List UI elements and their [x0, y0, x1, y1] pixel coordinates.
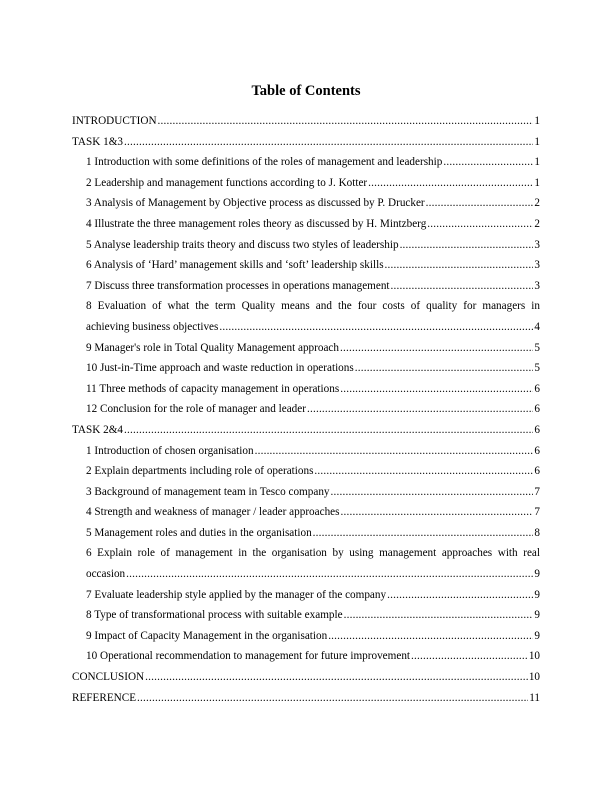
dot-leader [391, 276, 534, 297]
toc-page-number: 5 [534, 362, 540, 375]
toc-entry[interactable] [72, 502, 540, 523]
toc-entry-text-line2: occasion [86, 568, 126, 581]
dot-leader [307, 399, 533, 420]
toc-entry-text: 5 Management roles and duties in the organisation [86, 526, 312, 539]
toc-entry-text: 2 Leadership and management functions according to J. Kotter [86, 176, 368, 189]
dot-leader [387, 585, 533, 606]
dot-leader [126, 564, 533, 585]
toc-entry-text-line2: achieving business objectives [86, 320, 219, 333]
toc-entry[interactable] [72, 214, 540, 235]
dot-leader [368, 173, 533, 194]
toc-entry-multiline[interactable] [72, 296, 540, 337]
dot-leader [255, 441, 534, 462]
toc-entry[interactable] [72, 605, 540, 626]
toc-entry-text-line1: 6 Explain role of management in the organisation by using management approaches with real [86, 547, 540, 560]
toc-entry-text: 7 Discuss three transformation processes in operations management [86, 279, 390, 292]
toc-entry-text: 4 Strength and weakness of manager / leader approaches [86, 506, 340, 519]
toc-entry[interactable] [72, 173, 540, 194]
dot-leader [314, 461, 533, 482]
toc-entry[interactable] [72, 523, 540, 544]
toc-entry[interactable] [72, 399, 540, 420]
toc-entry-reference[interactable] [72, 688, 540, 709]
toc-page-number: 3 [534, 279, 540, 292]
toc-page-number: 4 [534, 320, 540, 333]
toc-title: Table of Contents [251, 83, 361, 99]
toc-page-number: 1 [534, 115, 540, 127]
toc-entry[interactable] [72, 276, 540, 297]
toc-entry-text: 4 Illustrate the three management roles theory as discussed by H. Mintzberg [86, 217, 427, 230]
dot-leader [400, 235, 534, 256]
toc-entry-text: TASK 2&4 [72, 423, 124, 436]
toc-page-number: 10 [528, 671, 540, 684]
dot-leader [443, 152, 533, 173]
toc-list [72, 111, 540, 708]
toc-page-number: 10 [528, 650, 540, 663]
toc-entry-text: 3 Background of management team in Tesco company [86, 485, 330, 498]
toc-entry[interactable] [72, 193, 540, 214]
toc-entry[interactable] [72, 461, 540, 482]
toc-entry-text: 10 Operational recommendation to management for future improvement [86, 650, 411, 663]
toc-page-number: 9 [534, 629, 540, 642]
toc-entry-task-2-4[interactable] [72, 420, 540, 441]
toc-entry-text: 7 Evaluate leadership style applied by the manager of the company [86, 588, 387, 601]
dot-leader [328, 626, 533, 647]
toc-page-number: 11 [529, 691, 540, 704]
toc-entry-text: 8 Type of transformational process with suitable example [86, 609, 343, 622]
toc-entry-text: 10 Just-in-Time approach and waste reduction in operations [86, 362, 354, 375]
toc-entry[interactable] [72, 482, 540, 503]
toc-entry-text: 9 Manager's role in Total Quality Management approach [86, 341, 339, 354]
toc-page-number: 6 [534, 423, 540, 436]
toc-page-number: 1 [534, 156, 540, 169]
toc-entry-text: 9 Impact of Capacity Management in the organisation [86, 629, 328, 642]
toc-page-number: 9 [534, 568, 540, 581]
toc-entry-text: TASK 1&3 [72, 135, 124, 148]
toc-entry-text: 2 Explain departments including role of operations [86, 465, 314, 478]
dot-leader [137, 688, 528, 709]
toc-entry[interactable] [72, 646, 540, 667]
toc-entry[interactable] [72, 379, 540, 400]
toc-page-number: 8 [534, 526, 540, 539]
dot-leader [124, 420, 533, 441]
toc-page-number: 6 [534, 403, 540, 416]
dot-leader [344, 605, 534, 626]
toc-page-number: 1 [534, 135, 540, 148]
toc-entry-introduction[interactable] [72, 111, 540, 132]
toc-entry-text: CONCLUSION [72, 671, 145, 684]
toc-page-number: 3 [534, 238, 540, 251]
toc-entry-task-1-3[interactable] [72, 132, 540, 153]
dot-leader [124, 132, 533, 153]
dot-leader [427, 214, 533, 235]
toc-page-number: 9 [534, 609, 540, 622]
toc-entry[interactable] [72, 585, 540, 606]
toc-page-number: 9 [534, 588, 540, 601]
toc-page-number: 5 [534, 341, 540, 354]
dot-leader [145, 667, 528, 688]
toc-page-number: 7 [534, 485, 540, 498]
toc-page-number: 2 [534, 197, 540, 210]
dot-leader [340, 379, 533, 400]
dot-leader [426, 193, 534, 214]
toc-page-number: 7 [534, 506, 540, 519]
toc-entry-text: 1 Introduction of chosen organisation [86, 444, 254, 457]
toc-entry[interactable] [72, 338, 540, 359]
toc-entry-text: 3 Analysis of Management by Objective process as discussed by P. Drucker [86, 197, 425, 210]
toc-entry[interactable] [72, 626, 540, 647]
toc-entry[interactable] [72, 152, 540, 173]
dot-leader [340, 502, 533, 523]
toc-entry-text: 1 Introduction with some definitions of the roles of management and leadership [86, 156, 443, 169]
dot-leader [411, 646, 528, 667]
toc-entry-text: INTRODUCTION [72, 115, 157, 127]
toc-entry-multiline[interactable] [72, 543, 540, 584]
dot-leader [355, 358, 534, 379]
toc-page-number: 2 [534, 217, 540, 230]
dot-leader [331, 482, 534, 503]
dot-leader [385, 255, 534, 276]
dot-leader [219, 317, 533, 338]
toc-entry-text: REFERENCE [72, 691, 137, 704]
dot-leader [158, 111, 534, 132]
toc-entry-text: 11 Three methods of capacity management in operations [86, 382, 340, 395]
toc-entry-text: 6 Analysis of ‘Hard’ management skills and ‘soft’ leadership skills [86, 259, 384, 272]
toc-page-number: 1 [534, 176, 540, 189]
dot-leader [340, 338, 533, 359]
dot-leader [313, 523, 534, 544]
toc-page-number: 6 [534, 465, 540, 478]
toc-entry-conclusion[interactable] [72, 667, 540, 688]
toc-entry[interactable] [72, 235, 540, 256]
toc-entry[interactable] [72, 255, 540, 276]
toc-page-number: 3 [534, 259, 540, 272]
toc-entry-text-line1: 8 Evaluation of what the term Quality means and the four costs of quality for managers in [86, 300, 540, 313]
toc-page-number: 6 [534, 444, 540, 457]
toc-entry[interactable] [72, 441, 540, 462]
toc-page-number: 6 [534, 382, 540, 395]
toc-entry[interactable] [72, 358, 540, 379]
toc-entry-text: 12 Conclusion for the role of manager and leader [86, 403, 306, 416]
toc-entry-text: 5 Analyse leadership traits theory and discuss two styles of leadership [86, 238, 399, 251]
